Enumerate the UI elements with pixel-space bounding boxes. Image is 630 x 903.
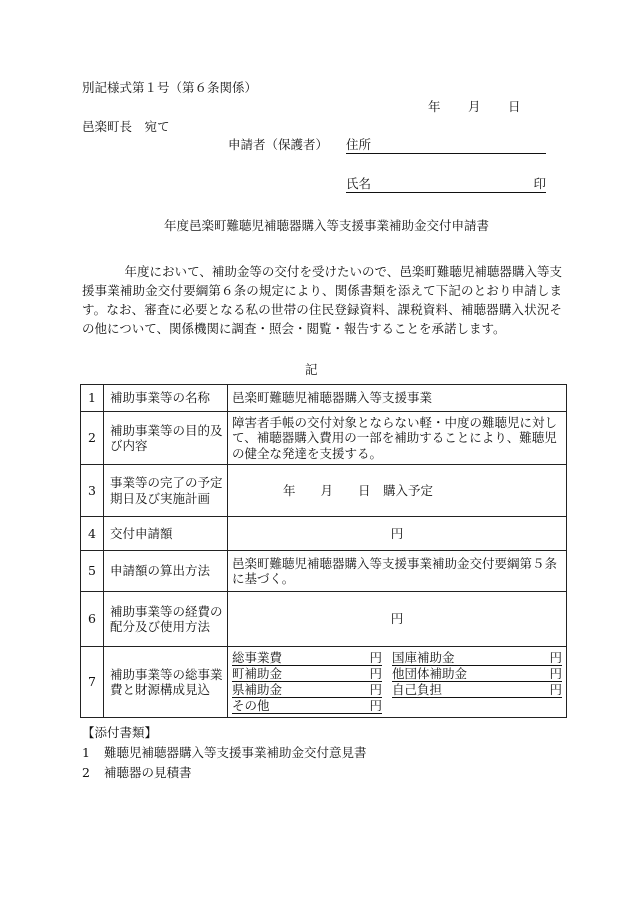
row-label: 申請額の算出方法 — [104, 551, 228, 592]
row-label: 補助事業等の経費の配分及び使用方法 — [104, 592, 228, 647]
yen-unit: 円 — [369, 666, 382, 681]
row-content: 円 — [228, 517, 567, 551]
fund-item-label: 総事業費 — [232, 650, 283, 665]
yen-unit: 円 — [549, 682, 562, 697]
yen-unit: 円 — [369, 682, 382, 697]
items-table — [80, 384, 567, 718]
fund-item — [232, 698, 382, 714]
fund-item-label: その他 — [232, 698, 270, 713]
attachment-item — [82, 765, 192, 781]
addressee: 邑楽町長 宛て — [82, 119, 170, 134]
fund-item — [392, 666, 562, 682]
row-number: 2 — [81, 412, 104, 465]
attachment-number: 1 — [82, 745, 90, 760]
row-label: 交付申請額 — [104, 517, 228, 551]
applicant-label: 申請者（保護者） — [228, 137, 329, 152]
table-row — [81, 517, 567, 551]
table-row — [81, 551, 567, 592]
fund-item — [232, 650, 382, 666]
fund-item — [392, 682, 562, 698]
row-label: 補助事業等の総事業費と財源構成見込 — [104, 647, 228, 718]
row-content: 邑楽町難聴児補聴器購入等支援事業 — [228, 385, 567, 412]
date-year: 年 — [428, 99, 441, 114]
fund-item-label: 自己負担 — [392, 682, 443, 697]
row-content: 邑楽町難聴児補聴器購入等支援事業補助金交付要綱第５条に基づく。 — [228, 551, 567, 592]
yen-unit: 円 — [549, 666, 562, 681]
table-row — [81, 647, 567, 718]
table-row — [81, 592, 567, 647]
row-label: 補助事業等の名称 — [104, 385, 228, 412]
date-month: 月 — [468, 99, 481, 114]
table-row — [81, 465, 567, 517]
ki-heading: 記 — [305, 362, 318, 377]
row-content: 円 — [228, 592, 567, 647]
attachment-number: 2 — [82, 765, 90, 780]
yen-unit: 円 — [369, 650, 382, 665]
funding-breakdown — [228, 647, 567, 718]
fund-item — [392, 650, 562, 666]
row-number: 5 — [81, 551, 104, 592]
attachment-text: 難聴児補聴器購入等支援事業補助金交付意見書 — [104, 745, 367, 760]
address-label: 住所 — [346, 137, 372, 152]
fund-item-label: 他団体補助金 — [392, 666, 468, 681]
row-content: 障害者手帳の交付対象とならない軽・中度の難聴児に対して、補聴器購入費用の一部を補助することにより、難聴児の健全な発達を支援する。 — [228, 412, 567, 465]
attachments-heading: 【添付書類】 — [82, 725, 158, 740]
row-number: 3 — [81, 465, 104, 517]
row-number: 6 — [81, 592, 104, 647]
name-field — [346, 176, 546, 193]
seal-mark: 印 — [533, 176, 546, 191]
row-number: 1 — [81, 385, 104, 412]
fund-item-label: 町補助金 — [232, 666, 283, 681]
yen-unit: 円 — [369, 698, 382, 713]
fund-item-label: 県補助金 — [232, 682, 283, 697]
attachment-item — [82, 745, 367, 761]
row-label: 事業等の完了の予定期日及び実施計画 — [104, 465, 228, 517]
yen-unit: 円 — [549, 650, 562, 665]
row-label: 補助事業等の目的及び内容 — [104, 412, 228, 465]
date-day: 日 — [508, 99, 521, 114]
fund-item — [232, 682, 382, 698]
name-label: 氏名 — [346, 176, 372, 191]
table-row — [81, 385, 567, 412]
table-row — [81, 412, 567, 465]
address-field — [346, 137, 546, 154]
row-number: 4 — [81, 517, 104, 551]
fund-item-label: 国庫補助金 — [392, 650, 455, 665]
row-number: 7 — [81, 647, 104, 718]
body-paragraph: 年度において、補助金等の交付を受けたいので、邑楽町難聴児補聴器購入等支援事業補助金交付要綱第６条の規定により、関係書類を添えて下記のとおり申請します。なお、審査に必要となる私の世帯の住民登録資料、課税資料、補聴器購入状況その他について、関係機関に調査・照会・閲覧・報告することを承諾します。 — [82, 264, 562, 336]
fund-item — [232, 666, 382, 682]
attachment-text: 補聴器の見積書 — [104, 765, 192, 780]
form-label: 別記様式第１号（第６条関係） — [82, 80, 258, 95]
date-line — [428, 99, 521, 115]
document-title: 年度邑楽町難聴児補聴器購入等支援事業補助金交付申請書 — [164, 218, 490, 233]
row-content: 年 月 日 購入予定 — [228, 465, 567, 517]
